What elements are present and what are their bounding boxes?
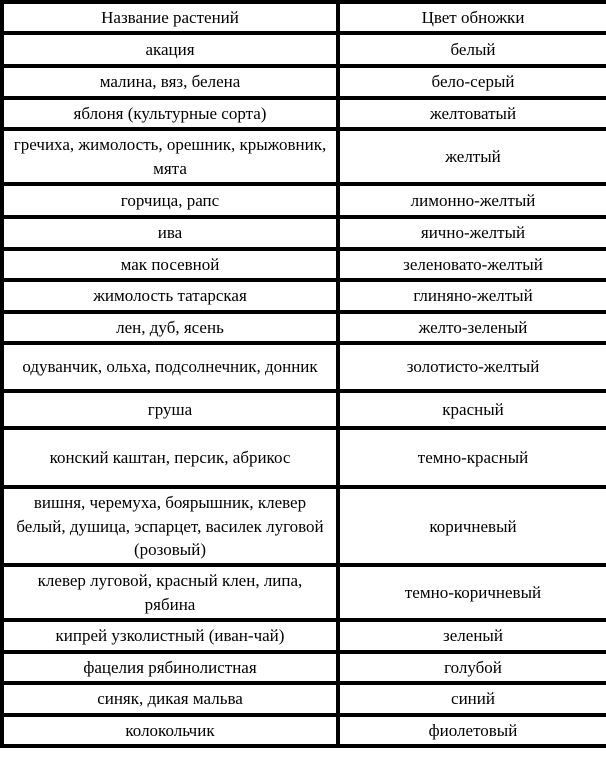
table-row [2, 129, 606, 184]
table-row [2, 33, 606, 66]
plant-names-cell: одуванчик, ольха, подсолнечник, донник [2, 343, 338, 391]
plant-names-cell: кипрей узколистный (иван-чай) [2, 620, 338, 651]
table-header-row [2, 2, 606, 33]
pollen-color-header: Цвет обножки [338, 2, 606, 33]
table-row [2, 565, 606, 620]
table-row [2, 66, 606, 97]
pollen-color-cell: белый [338, 33, 606, 66]
plant-names-cell: груша [2, 391, 338, 428]
table-row [2, 620, 606, 651]
plant-names-cell: клевер луговой, красный клен, липа, рябина [2, 565, 338, 620]
pollen-color-cell: лимонно-желтый [338, 184, 606, 217]
plant-names-cell: конский каштан, персик, абрикос [2, 428, 338, 487]
table-row [2, 217, 606, 248]
plant-names-cell: мак посевной [2, 249, 338, 280]
table-row [2, 184, 606, 217]
plant-names-cell: акация [2, 33, 338, 66]
plant-names-header: Название растений [2, 2, 338, 33]
pollen-color-cell: темно-красный [338, 428, 606, 487]
plant-names-cell: гречиха, жимолость, орешник, крыжовник, мята [2, 129, 338, 184]
pollen-color-cell: зеленый [338, 620, 606, 651]
pollen-color-cell: зеленовато-желтый [338, 249, 606, 280]
table-row [2, 487, 606, 565]
plant-names-cell: ива [2, 217, 338, 248]
plant-names-cell: горчица, рапс [2, 184, 338, 217]
table-row [2, 280, 606, 311]
pollen-color-cell: глиняно-желтый [338, 280, 606, 311]
table-row [2, 249, 606, 280]
pollen-color-cell: голубой [338, 652, 606, 683]
table-row [2, 683, 606, 714]
plant-names-cell: вишня, черемуха, боярышник, клевер белый, душица, эспарцет, василек луговой (розовый) [2, 487, 338, 565]
pollen-color-cell: золотисто-желтый [338, 343, 606, 391]
table-row [2, 312, 606, 343]
pollen-color-cell: фиолетовый [338, 715, 606, 746]
pollen-color-cell: синий [338, 683, 606, 714]
plant-names-cell: жимолость татарская [2, 280, 338, 311]
plant-names-cell: малина, вяз, белена [2, 66, 338, 97]
pollen-color-cell: яично-желтый [338, 217, 606, 248]
table-row [2, 428, 606, 487]
pollen-color-cell: желто-зеленый [338, 312, 606, 343]
table-row [2, 98, 606, 129]
pollen-color-cell: красный [338, 391, 606, 428]
pollen-color-cell: бело-серый [338, 66, 606, 97]
plant-names-cell: яблоня (культурные сорта) [2, 98, 338, 129]
table-row [2, 652, 606, 683]
plant-names-cell: лен, дуб, ясень [2, 312, 338, 343]
table-row [2, 715, 606, 746]
pollen-color-cell: коричневый [338, 487, 606, 565]
table-row [2, 343, 606, 391]
table-row [2, 391, 606, 428]
pollen-color-cell: желтоватый [338, 98, 606, 129]
pollen-color-cell: темно-коричневый [338, 565, 606, 620]
pollen-color-cell: желтый [338, 129, 606, 184]
plant-names-cell: колокольчик [2, 715, 338, 746]
plant-names-cell: фацелия рябинолистная [2, 652, 338, 683]
plant-names-cell: синяк, дикая мальва [2, 683, 338, 714]
